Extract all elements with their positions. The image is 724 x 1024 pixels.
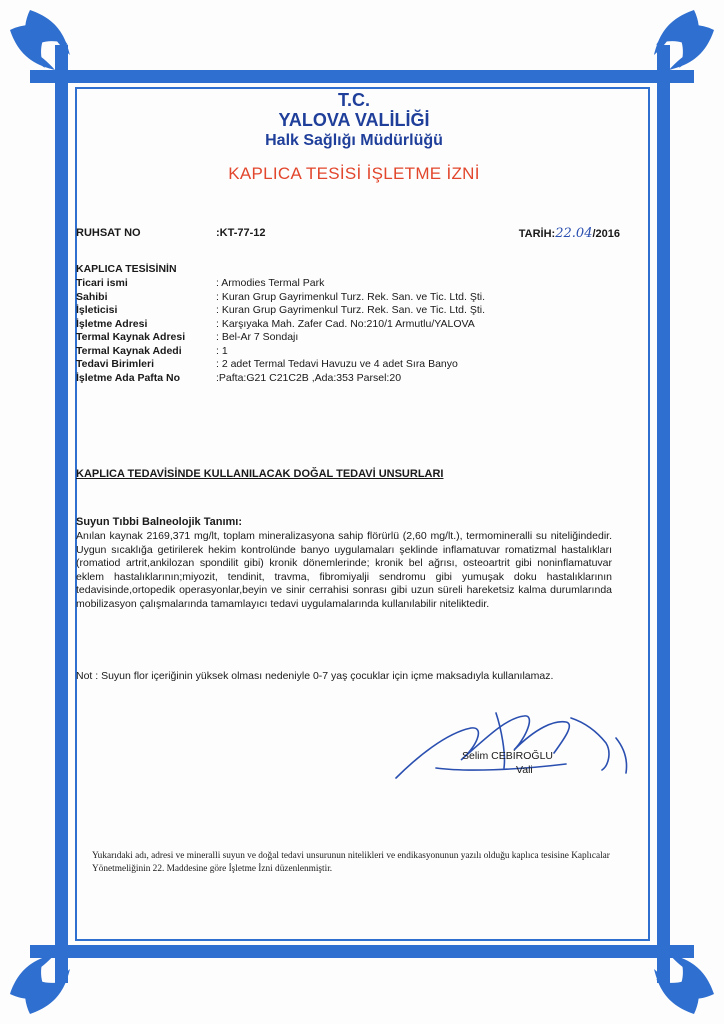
facility-section-title: KAPLICA TESİSİNİN (76, 263, 177, 275)
footer-text: Yukarıdaki adı, adresi ve mineralli suyun ve doğal tedavi unsurunun nitelikleri ve endikasyonunun yazılı olduğu kaplıca tesisine Kaplıcalar Yönetmeliğinin 22. Maddesine göre İşletme İzni düzenlenmiştir. (92, 851, 610, 874)
license-date (519, 226, 620, 241)
info-label: Sahibi (76, 290, 108, 303)
info-value: : Bel-Ar 7 Sondajı (216, 331, 299, 343)
facility-info-table (76, 277, 632, 385)
info-label: İşletme Adresi (76, 317, 148, 330)
info-value: : 2 adet Termal Tedavi Havuzu ve 4 adet Sıra Banyo (216, 358, 458, 370)
info-value: : 1 (216, 344, 228, 357)
info-label: Termal Kaynak Adedi (76, 344, 182, 357)
date-rest: /2016 (592, 228, 620, 240)
medical-definition-title: Suyun Tıbbi Balneolojik Tanımı: (76, 516, 243, 528)
info-row (76, 372, 632, 386)
natural-elements-title: KAPLICA TEDAVİSİNDE KULLANILACAK DOĞAL TEDAVİ UNSURLARI (76, 468, 444, 480)
info-row (76, 358, 632, 372)
info-label: Tedavi Birimleri (76, 358, 155, 370)
date-day: 22 (555, 226, 572, 241)
info-row (76, 291, 632, 305)
header-governorship: YALOVA VALİLİĞİ (278, 110, 430, 130)
info-value: : Kuran Grup Gayrimenkul Turz. Rek. San. ve Tic. Ltd. Şti. (216, 290, 486, 303)
license-no-value: :KT-77-12 (216, 227, 266, 239)
note-text: Not : Suyun flor içeriğinin yüksek olması nedeniyle 0-7 yaş çocuklar için içme maksadıyla kullanılamaz. (76, 670, 554, 682)
info-row (76, 331, 632, 345)
header-directorate: Halk Sağlığı Müdürlüğü (265, 132, 443, 149)
info-label: Ticari ismi (76, 277, 128, 289)
info-row (76, 345, 632, 359)
date-label: TARİH: (518, 228, 556, 240)
date-month: 04 (575, 226, 593, 241)
medical-definition-text: Anılan kaynak 2169,371 mg/lt, toplam mineralizasyona sahip flörürlü (2,60 mg/lt.), termomineralli su niteliğindedir. Uygun sıcaklığa getirilerek hekim kontrolünde banyo uygulamaları şeklinde inflamatuvar romatizmal hastalıkları (romatiod artrit,ankilozan spondilit gibi) kronik dönemlerinde; kronik bel ağrısı, osteoartrit gibi noninflamatuvar eklem hastalıklarının;miyozit, tendinit, travma, fibromiyalji sendromu gibi yumuşak doku hastalıklarının tedavisinde,ortopedik operasyonlar,beyin ve sinir cerrahisi sonrası gibi uzun süreli hareketsiz kalma durumlarında mobilizasyon çalışmalarında tamamlayıcı tedavi uygulamalarında kullanılabilir niteliktedir. (76, 530, 612, 610)
date-sep: . (571, 226, 576, 241)
signer-name: Selim CEBİROĞLU (462, 750, 554, 762)
info-value: : Karşıyaka Mah. Zafer Cad. No:210/1 Armutlu/YALOVA (216, 317, 475, 330)
info-value: :Pafta:G21 C21C2B ,Ada:353 Parsel:20 (216, 371, 402, 384)
info-value: : Kuran Grup Gayrimenkul Turz. Rek. San. ve Tic. Ltd. Şti. (216, 304, 486, 316)
info-row (76, 277, 632, 291)
permit-title: KAPLICA TESİSİ İŞLETME İZNİ (228, 164, 480, 183)
info-row (76, 304, 632, 318)
info-label: İşletme Ada Pafta No (76, 371, 181, 384)
license-no-label: RUHSAT NO (76, 227, 141, 239)
info-row (76, 318, 632, 332)
info-value: : Armodies Termal Park (216, 277, 325, 289)
signer-title: Vali (516, 764, 533, 776)
info-label: İşleticisi (76, 304, 118, 316)
info-label: Termal Kaynak Adresi (76, 331, 186, 343)
header-tc: T.C. (337, 90, 370, 110)
handwritten-signature (376, 698, 636, 788)
